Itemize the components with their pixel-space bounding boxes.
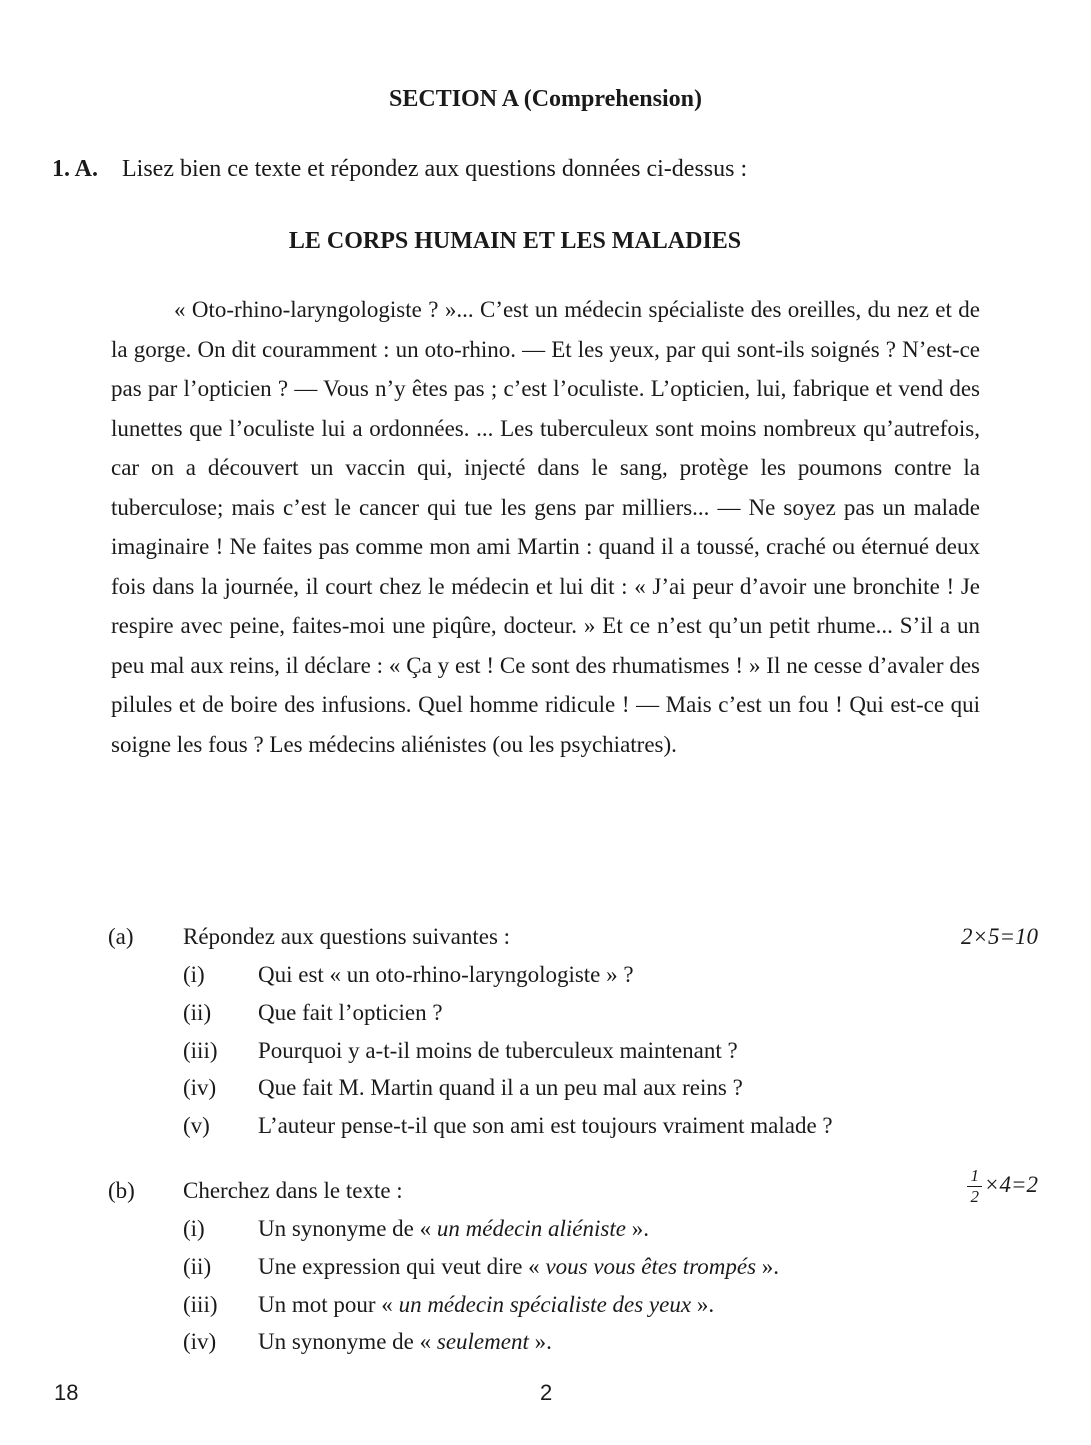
marks-multiplier: ×4=2 [983, 1171, 1038, 1197]
item-number: (iv) [183, 1075, 217, 1101]
list-item [108, 1075, 1038, 1113]
list-item [108, 962, 1038, 1000]
part-a-marks: 2×5=10 [960, 924, 1038, 949]
part-b-header [108, 1166, 1038, 1216]
passage-title: LE CORPS HUMAIN ET LES MALADIES [288, 228, 742, 254]
item-text: Un synonyme de « seulement ». [258, 1329, 552, 1355]
list-item [108, 1000, 1038, 1038]
part-b-instruction: Cherchez dans le texte : [183, 1178, 403, 1203]
part-b [108, 1166, 1038, 1367]
footer-code: 18 [54, 1380, 79, 1405]
passage-text: « Oto-rhino-laryngologiste ? »... C’est un médecin spécialiste des oreilles, du nez et de la gorge. On dit couramment : un oto-rhino. — Et les yeux, par qui sont-ils soignés ? N’est-ce pas par l’opticien ? — Vous n’y êtes pas ; c’est l’oculiste. L’opticien, lui, fabrique et vend des lunettes que l’oculiste lui a ordonnées. ... Les tuberculeux sont moins nombreux qu’autrefois, car on a découvert un vaccin qui, injecté dans le sang, protège les poumons contre la tuberculose; mais c’est le cancer qui tue les gens par milliers... — Ne soyez pas un malade imaginaire ! Ne faites pas comme mon ami Martin : quand il a toussé, craché ou éternué deux fois dans la journée, il court chez le médecin et lui dit : « J’ai peur d’avoir une bronchite ! Je respire avec peine, faites-moi une piqûre, docteur. » Et ce n’est qu’un petit rhume... S’il a un peu mal aux reins, il déclare : « Ça y est ! Ce sont des rhumatismes ! » Il ne cesse d’avaler des pilules et de boire des infusions. Quel homme ridicule ! — Mais c’est un fou ! Qui est-ce qui soigne les fous ? Les médecins aliénistes (ou les psychiatres). [111, 297, 980, 757]
item-text: Que fait l’opticien ? [258, 999, 443, 1025]
list-item [108, 1113, 1038, 1151]
page-number: 2 [540, 1380, 553, 1405]
part-a-letter: (a) [108, 924, 134, 949]
item-text: Pourquoi y a-t-il moins de tuberculeux maintenant ? [258, 1037, 738, 1063]
fraction-numerator: 1 [967, 1166, 982, 1187]
fraction [967, 1166, 982, 1207]
part-a-instruction: Répondez aux questions suivantes : [183, 924, 511, 949]
fraction-denominator: 2 [970, 1187, 979, 1206]
part-a [108, 924, 1038, 1151]
item-text: Un mot pour « un médecin spécialiste des yeux ». [258, 1291, 715, 1317]
part-b-letter: (b) [108, 1178, 135, 1203]
item-number: (iii) [183, 1291, 218, 1317]
list-item [108, 1216, 1038, 1254]
item-number: (i) [183, 1216, 205, 1241]
part-b-questions [108, 1216, 1038, 1367]
item-text: Un synonyme de « un médecin aliéniste ». [258, 1216, 649, 1241]
item-text: Une expression qui veut dire « vous vous êtes trompés ». [258, 1253, 780, 1279]
item-number: (ii) [183, 1253, 212, 1279]
part-a-header [108, 924, 1038, 962]
item-number: (i) [183, 962, 205, 987]
item-text: L’auteur pense-t-il que son ami est toujours vraiment malade ? [258, 1113, 833, 1139]
item-number: (ii) [183, 999, 212, 1025]
item-number: (iv) [183, 1329, 217, 1355]
item-text: Que fait M. Martin quand il a un peu mal aux reins ? [258, 1075, 743, 1101]
section-title: SECTION A (Comprehension) [389, 86, 702, 112]
question-instruction: Lisez bien ce texte et répondez aux questions données ci-dessus : [122, 156, 748, 182]
question-number: 1. A. [52, 156, 99, 182]
part-a-questions [108, 962, 1038, 1151]
list-item [108, 1292, 1038, 1330]
item-text: Qui est « un oto-rhino-laryngologiste » ? [258, 962, 634, 987]
list-item [108, 1329, 1038, 1367]
item-number: (v) [183, 1113, 210, 1139]
part-b-marks [967, 1166, 1038, 1207]
item-number: (iii) [183, 1037, 218, 1063]
list-item [108, 1038, 1038, 1076]
question-header [52, 156, 747, 183]
list-item [108, 1254, 1038, 1292]
